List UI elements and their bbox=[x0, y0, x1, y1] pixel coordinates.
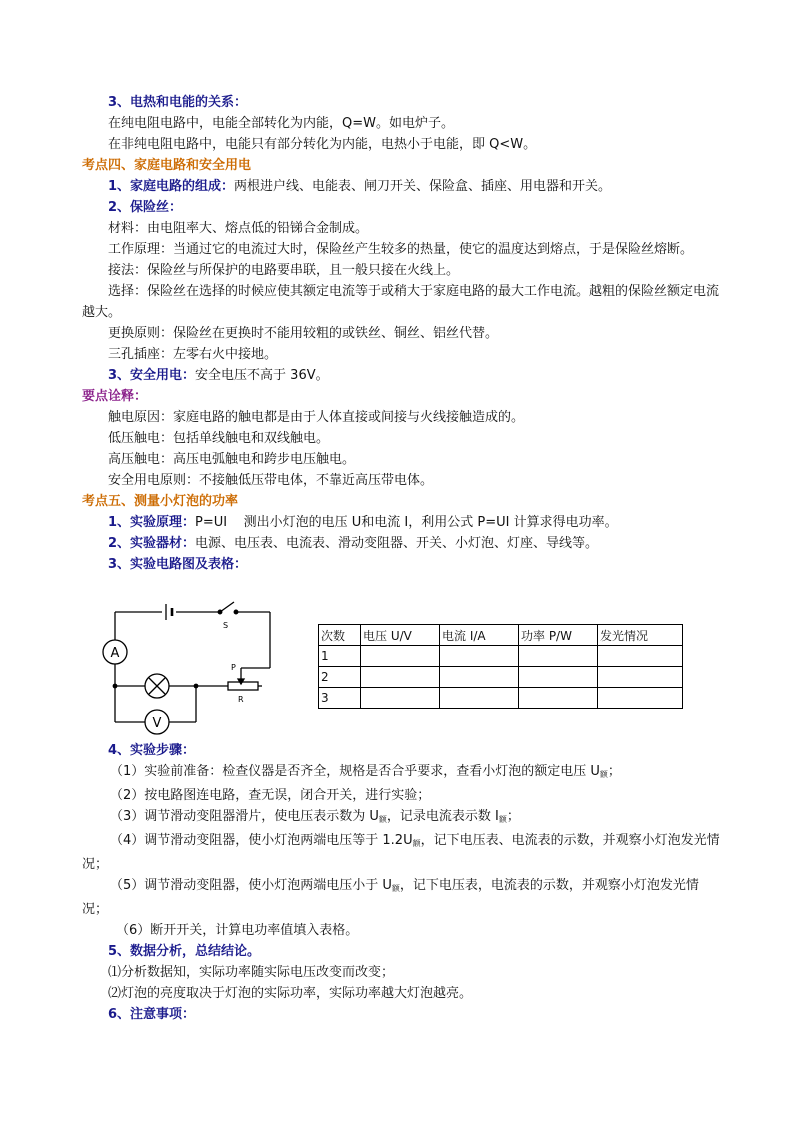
sec3-line1: 在纯电阻电路中，电能全部转化为内能，Q=W。如电炉子。 bbox=[108, 116, 454, 131]
step3: （3）调节滑动变阻器滑片，使电压表示数为 $U_额$，记录电流表示数 $I_额$； bbox=[110, 809, 520, 824]
data-table bbox=[318, 624, 683, 709]
table-cell bbox=[440, 688, 519, 709]
k4-item1: 1、家庭电路的组成：两根进户线、电能表、闸刀开关、保险盒、插座、用电器和开关。 bbox=[108, 179, 612, 194]
slider-label: P bbox=[231, 663, 236, 672]
voltmeter-icon bbox=[145, 710, 169, 734]
table-cell bbox=[598, 688, 683, 709]
table-cell: 3 bbox=[319, 688, 361, 709]
k4-principle: 工作原理：当通过它的电流过大时，保险丝产生较多的热量，使它的温度达到熔点，于是保险丝熔断。 bbox=[108, 242, 694, 257]
k5-item3: 3、实验电路图及表格： bbox=[108, 557, 248, 572]
k5-item5-line1: ⑴分析数据知，实际功率随实际电压改变而改变； bbox=[108, 965, 395, 980]
ammeter-label: A bbox=[110, 646, 120, 661]
table-cell bbox=[519, 688, 598, 709]
table-row bbox=[319, 646, 683, 667]
yaodian-line2: 低压触电：包括单线触电和双线触电。 bbox=[108, 431, 330, 446]
junction-dot bbox=[113, 684, 118, 689]
k5-item5-title: 5、数据分析，总结结论。 bbox=[108, 944, 261, 959]
table-cell bbox=[440, 667, 519, 688]
table-cell: 2 bbox=[319, 667, 361, 688]
table-header-row bbox=[319, 625, 683, 646]
k5-item1: 1、实验原理：P=UI 测出小灯泡的电压 U和电流 I，利用公式 P=UI 计算求得电功率。 bbox=[108, 515, 618, 530]
table-header-cell: 功率 P/W bbox=[519, 625, 598, 646]
table-cell bbox=[361, 646, 440, 667]
lamp-icon bbox=[145, 674, 169, 698]
document-page-lower bbox=[82, 740, 722, 1025]
k4-item2-title: 2、保险丝： bbox=[108, 200, 183, 215]
table-cell bbox=[519, 646, 598, 667]
yaodian-line4: 安全用电原则：不接触低压带电体，不靠近高压带电体。 bbox=[108, 473, 434, 488]
table-cell bbox=[598, 646, 683, 667]
switch-icon bbox=[218, 602, 238, 614]
k5-item4-title: 4、实验步骤： bbox=[108, 743, 196, 758]
rheostat-icon bbox=[228, 679, 258, 690]
yaodian-line1: 触电原因：家庭电路的触电都是由于人体直接或间接与火线接触造成的。 bbox=[108, 410, 525, 425]
table-cell bbox=[598, 667, 683, 688]
k4-material: 材料：由电阻率大、熔点低的铅锑合金制成。 bbox=[108, 221, 369, 236]
switch-label: S bbox=[223, 621, 229, 630]
table-row bbox=[319, 667, 683, 688]
table-cell: 1 bbox=[319, 646, 361, 667]
table-header-cell: 电压 U/V bbox=[361, 625, 440, 646]
k4-socket: 三孔插座：左零右火中接地。 bbox=[108, 347, 278, 362]
table-cell bbox=[519, 667, 598, 688]
ammeter-icon bbox=[103, 640, 127, 664]
table-header-cell: 发光情况 bbox=[598, 625, 683, 646]
kaodian4-title: 考点四、家庭电路和安全用电 bbox=[82, 158, 252, 173]
k4-replace: 更换原则：保险丝在更换时不能用较粗的或铁丝、铜丝、铝丝代替。 bbox=[108, 326, 499, 341]
k5-item6-title: 6、注意事项： bbox=[108, 1007, 196, 1022]
sec3-title: 3、电热和电能的关系： bbox=[108, 95, 248, 110]
circuit-diagram bbox=[100, 598, 280, 738]
table-cell bbox=[361, 688, 440, 709]
battery-icon bbox=[166, 604, 172, 620]
k5-item5-line2: ⑵灯泡的亮度取决于灯泡的实际功率，实际功率越大灯泡越亮。 bbox=[108, 986, 473, 1001]
table-cell bbox=[361, 667, 440, 688]
rheostat-label: R bbox=[238, 695, 244, 704]
yaodian-title: 要点诠释： bbox=[82, 389, 148, 404]
k4-selection: 选择：保险丝在选择的时候应使其额定电流等于或稍大于家庭电路的最大工作电流。越粗的保险丝额定电流越大。 bbox=[82, 284, 720, 320]
step2: （2）按电路图连电路，查无误，闭合开关，进行实验； bbox=[110, 788, 431, 803]
table-header-cell: 电流 I/A bbox=[440, 625, 519, 646]
sec3-line2: 在非纯电阻电路中，电能只有部分转化为内能，电热小于电能，即 Q<W。 bbox=[108, 137, 537, 152]
step6: （6）断开开关，计算电功率值填入表格。 bbox=[116, 923, 359, 938]
step4: （4）调节滑动变阻器，使小灯泡两端电压等于 $1.2U_额$，记下电压表、电流表的示数，并观察小灯泡发光情况； bbox=[82, 833, 720, 872]
kaodian5-title: 考点五、测量小灯泡的功率 bbox=[82, 494, 239, 509]
table-header-cell: 次数 bbox=[319, 625, 361, 646]
step5: （5）调节滑动变阻器，使小灯泡两端电压小于 $U_额$，记下电压表，电流表的示数，并观察小灯泡发光情况； bbox=[82, 878, 699, 917]
k4-item3: 3、安全用电：安全电压不高于 36V。 bbox=[108, 368, 329, 383]
document-page bbox=[82, 92, 722, 575]
table-row bbox=[319, 688, 683, 709]
yaodian-line3: 高压触电：高压电弧触电和跨步电压触电。 bbox=[108, 452, 356, 467]
junction-dot bbox=[194, 684, 199, 689]
table-cell bbox=[440, 646, 519, 667]
k4-connection: 接法：保险丝与所保护的电路要串联，且一般只接在火线上。 bbox=[108, 263, 460, 278]
voltmeter-label: V bbox=[152, 716, 162, 731]
step1: （1）实验前准备：检查仪器是否齐全，规格是否合乎要求，查看小灯泡的额定电压 $U_额$； bbox=[110, 764, 621, 779]
k5-item2: 2、实验器材：电源、电压表、电流表、滑动变阻器、开关、小灯泡、灯座、导线等。 bbox=[108, 536, 599, 551]
